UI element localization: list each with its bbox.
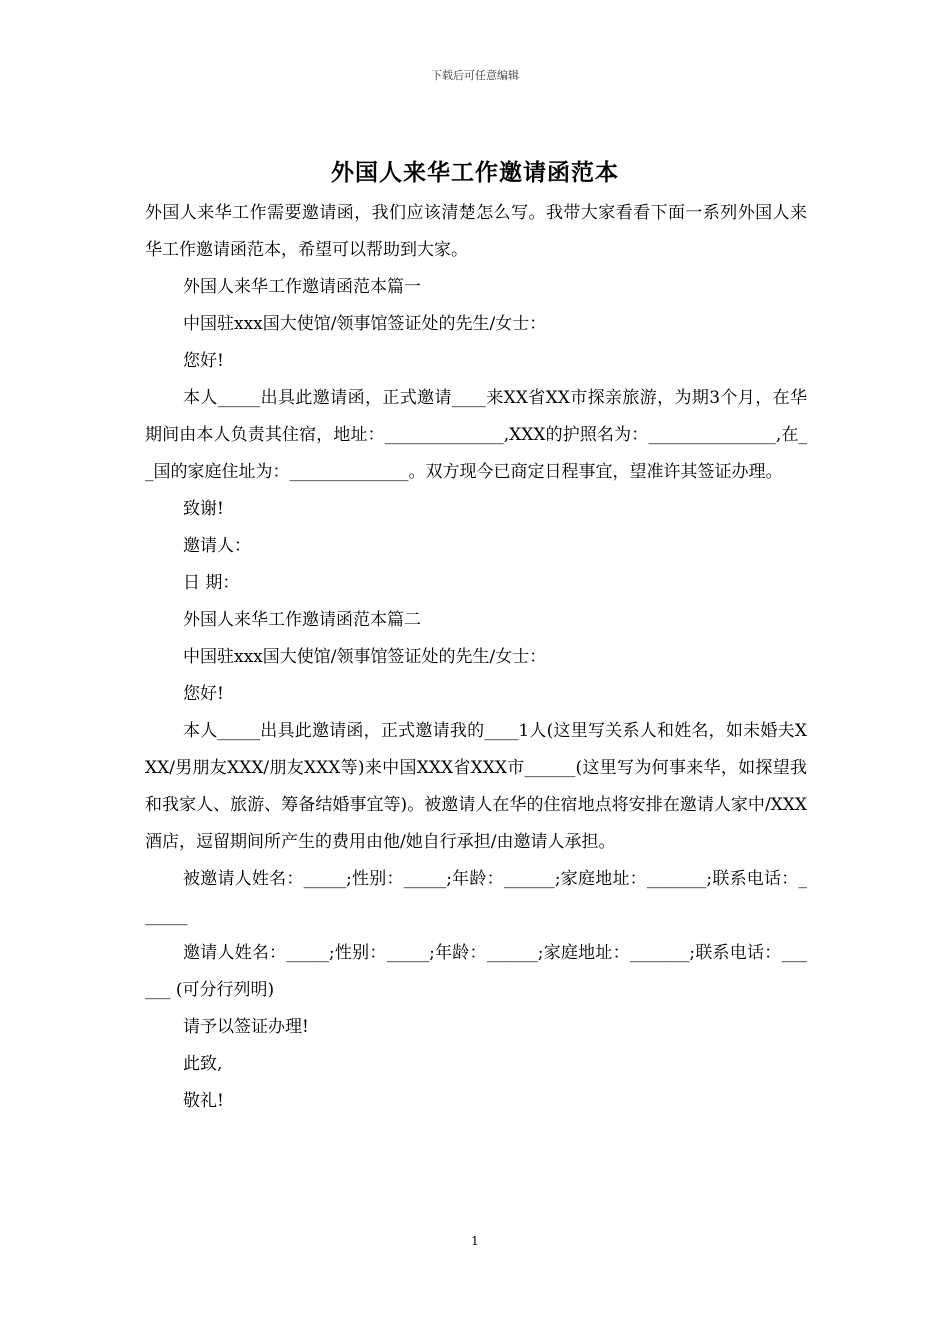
paragraph-intro: 外国人来华工作需要邀请函，我们应该清楚怎么写。我带大家看看下面一系列外国人来华工作邀请函范本，希望可以帮助到大家。 (145, 203, 807, 260)
section-heading-2: 外国人来华工作邀请函范本篇二 (183, 610, 421, 630)
thanks: 致谢! (183, 499, 224, 519)
page-number: 1 (471, 1234, 479, 1248)
date-label: 日 期： (183, 573, 240, 593)
salutation-recipient: 中国驻xxx国大使馆/领事馆签证处的先生/女士： (183, 647, 547, 667)
section-heading-1: 外国人来华工作邀请函范本篇一 (183, 277, 421, 297)
document-body (145, 195, 807, 1120)
request-line: 请予以签证办理! (183, 1017, 309, 1037)
greeting: 您好! (183, 684, 224, 704)
greeting: 您好! (183, 351, 224, 371)
paragraph-body: 本人_____出具此邀请函，正式邀请我的____1人(这里写关系人和姓名，如未婚夫XXX/男朋友XXX/朋友XXX等)来中国XXX省XXX市______(这里写为何事来华，如探望我和我家人、旅游、筹备结婚事宜等)。被邀请人在华的住宿地点将安排在邀请人家中/XXX酒店，逗留期间所产生的费用由他/她自行承担/由邀请人承担。 (145, 721, 807, 852)
closing-salute: 敬礼! (183, 1091, 224, 1111)
closing-line: 此致, (183, 1054, 223, 1074)
header-note: 下载后可任意编辑 (431, 69, 519, 82)
inviter-info: 邀请人姓名：_____;性别：_____;年龄：______;家庭地址：_______;联系电话：______ (可分行列明) (145, 943, 807, 1000)
document-title: 外国人来华工作邀请函范本 (331, 159, 619, 186)
inviter-label: 邀请人： (183, 536, 251, 556)
invitee-info: 被邀请人姓名：_____;性别：_____;年龄：______;家庭地址：_______;联系电话：______ (145, 869, 807, 926)
salutation-recipient: 中国驻xxx国大使馆/领事馆签证处的先生/女士： (183, 314, 547, 334)
paragraph-body: 本人_____出具此邀请函，正式邀请____来XX省XX市探亲旅游，为期3个月，在华期间由本人负责其住宿，地址：______________,XXX的护照名为：_______________,在__国的家庭住址为：______________。双方现今已商定日程事宜，望准许其签证办理。 (145, 388, 807, 482)
